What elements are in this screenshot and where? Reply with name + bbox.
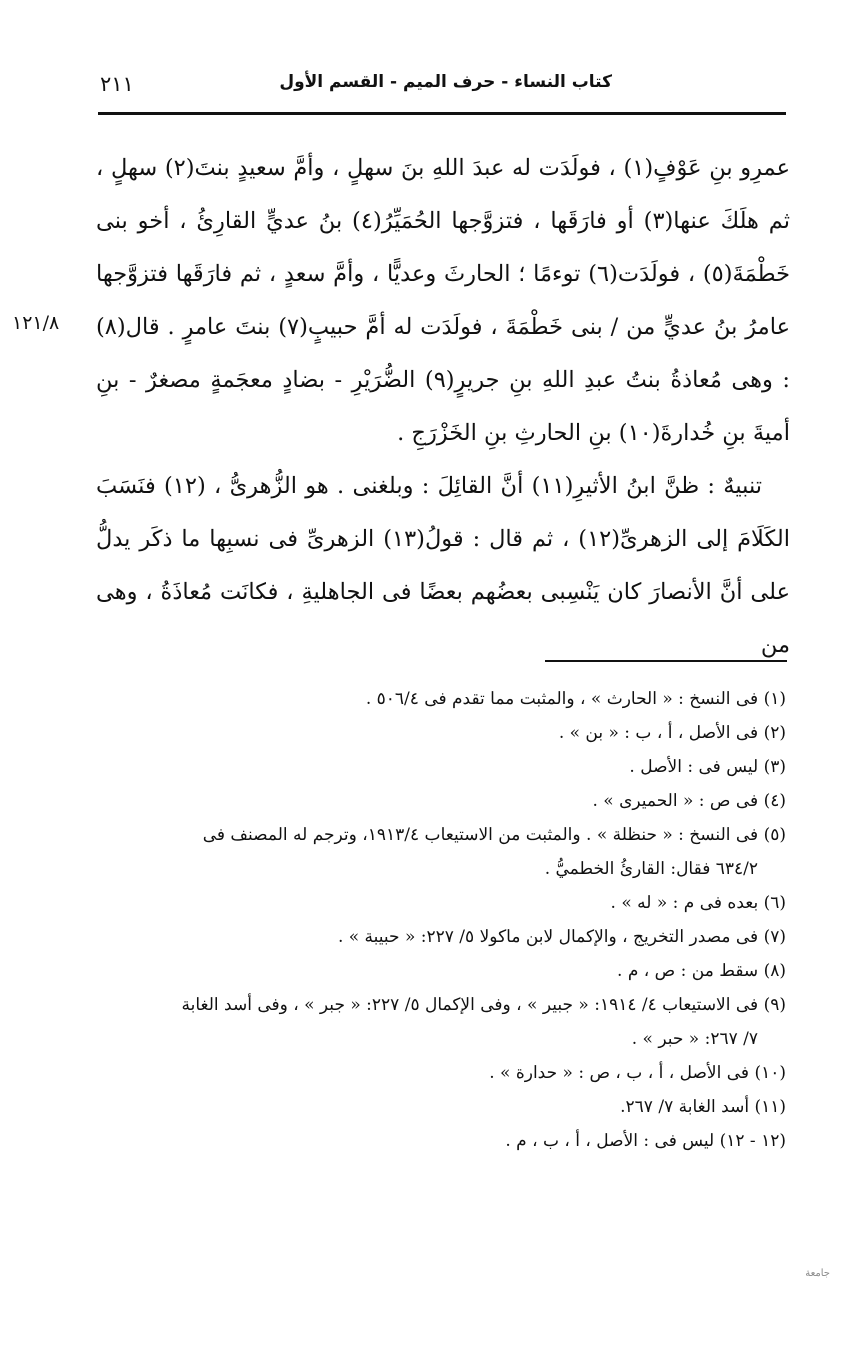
paragraph-1: عمرِو بنِ عَوْفٍ(١) ، فولَدَت له عبدَ اللهِ بنَ سهلٍ ، وأمَّ سعيدٍ بنتَ(٢) سهلٍ ، ثم هلَكَ عنها(٣) أو فارَقَها ، فتزوَّجها الحُمَيِّرُ(٤) بنُ عديٍّ القارِئُ ، أخو بنى خَطْمَةَ(٥) ، فولَدَت(٦) توءمًا ؛ الحارثَ وعديًّا ، وأمَّ سعدٍ ، ثم فارَقَها فتزوَّجها عامرُ بنُ عديٍّ من / بنى خَطْمَةَ ، فولَدَت له أمَّ حبيبٍ(٧) بنتَ عامرٍ . قال(٨) : وهى مُعاذةُ بنتُ عبدِ اللهِ بنِ جريرٍ(٩) الضُّرَيْرِ - بضادٍ معجَمةٍ مصغرٌ - بنِ أميةَ بنِ خُدارةَ(١٠) بنِ الحارثِ بنِ الخَزْرَجِ . (96, 155, 790, 446)
footnote-7: (٧) فى مصدر التخريج ، والإكمال لابن ماكولا ٥/ ٢٢٧: « حبيبة » . (337, 927, 786, 947)
footnote-12: (١٢ - ١٢) ليس فى : الأصل ، أ ، ب ، م . (505, 1131, 786, 1151)
page-number: ٢١١ (100, 72, 134, 96)
header-divider (98, 112, 786, 115)
footnote-divider (545, 660, 787, 662)
margin-reference: ١٢١/٨ (12, 312, 60, 334)
footnote-10: (١٠) فى الأصل ، أ ، ب ، ص : « حدارة » . (489, 1063, 786, 1083)
running-header-title: كتاب النساء - حرف الميم - القسم الأول (279, 72, 612, 92)
library-stamp: جامعة (805, 1268, 830, 1279)
footnote-8: (٨) سقط من : ص ، م . (617, 961, 786, 981)
footnote-1: (١) فى النسخ : « الحارث » ، والمثبت مما تقدم فى ٥٠٦/٤ . (365, 689, 786, 709)
footnote-9-continued: ٧/ ٢٦٧: « حبر » . (631, 1029, 758, 1049)
footnotes (96, 682, 786, 1158)
footnote-6: (٦) بعده فى م : « له » . (610, 893, 786, 913)
paragraph-2: تنبيهٌ : ظنَّ ابنُ الأثيرِ(١١) أنَّ القائِلَ : وبلغنى . هو الزُّهرىُّ ، (١٢) فنَسَبَ الكَلَامَ إلى الزهرىِّ(١٢) ، ثم قال : قولُ(١٣) الزهرىِّ فى نسبِها ما ذكَر يدلُّ على أنَّ الأنصارَ كان يَنْسِبى بعضُهم بعضًا فى الجاهليةِ ، فكانَت مُعاذَةُ ، وهى من (96, 473, 790, 658)
footnote-11: (١١) أسد الغابة ٧/ ٢٦٧. (620, 1097, 786, 1117)
footnote-5: (٥) فى النسخ : « حنظلة » . والمثبت من الاستيعاب ١٩١٣/٤، وترجم له المصنف فى (202, 825, 786, 845)
footnote-5-continued: ٦٣٤/٢ فقال: القارئُ الخطميُّ . (544, 859, 758, 879)
footnote-3: (٣) ليس فى : الأصل . (629, 757, 786, 777)
footnote-4: (٤) فى ص : « الحميرى » . (592, 791, 786, 811)
footnote-2: (٢) فى الأصل ، أ ، ب : « بن » . (558, 723, 786, 743)
main-text (96, 142, 790, 672)
footnote-9: (٩) فى الاستيعاب ٤/ ١٩١٤: « جبير » ، وفى الإكمال ٥/ ٢٢٧: « جبر » ، وفى أسد الغابة (181, 995, 786, 1015)
